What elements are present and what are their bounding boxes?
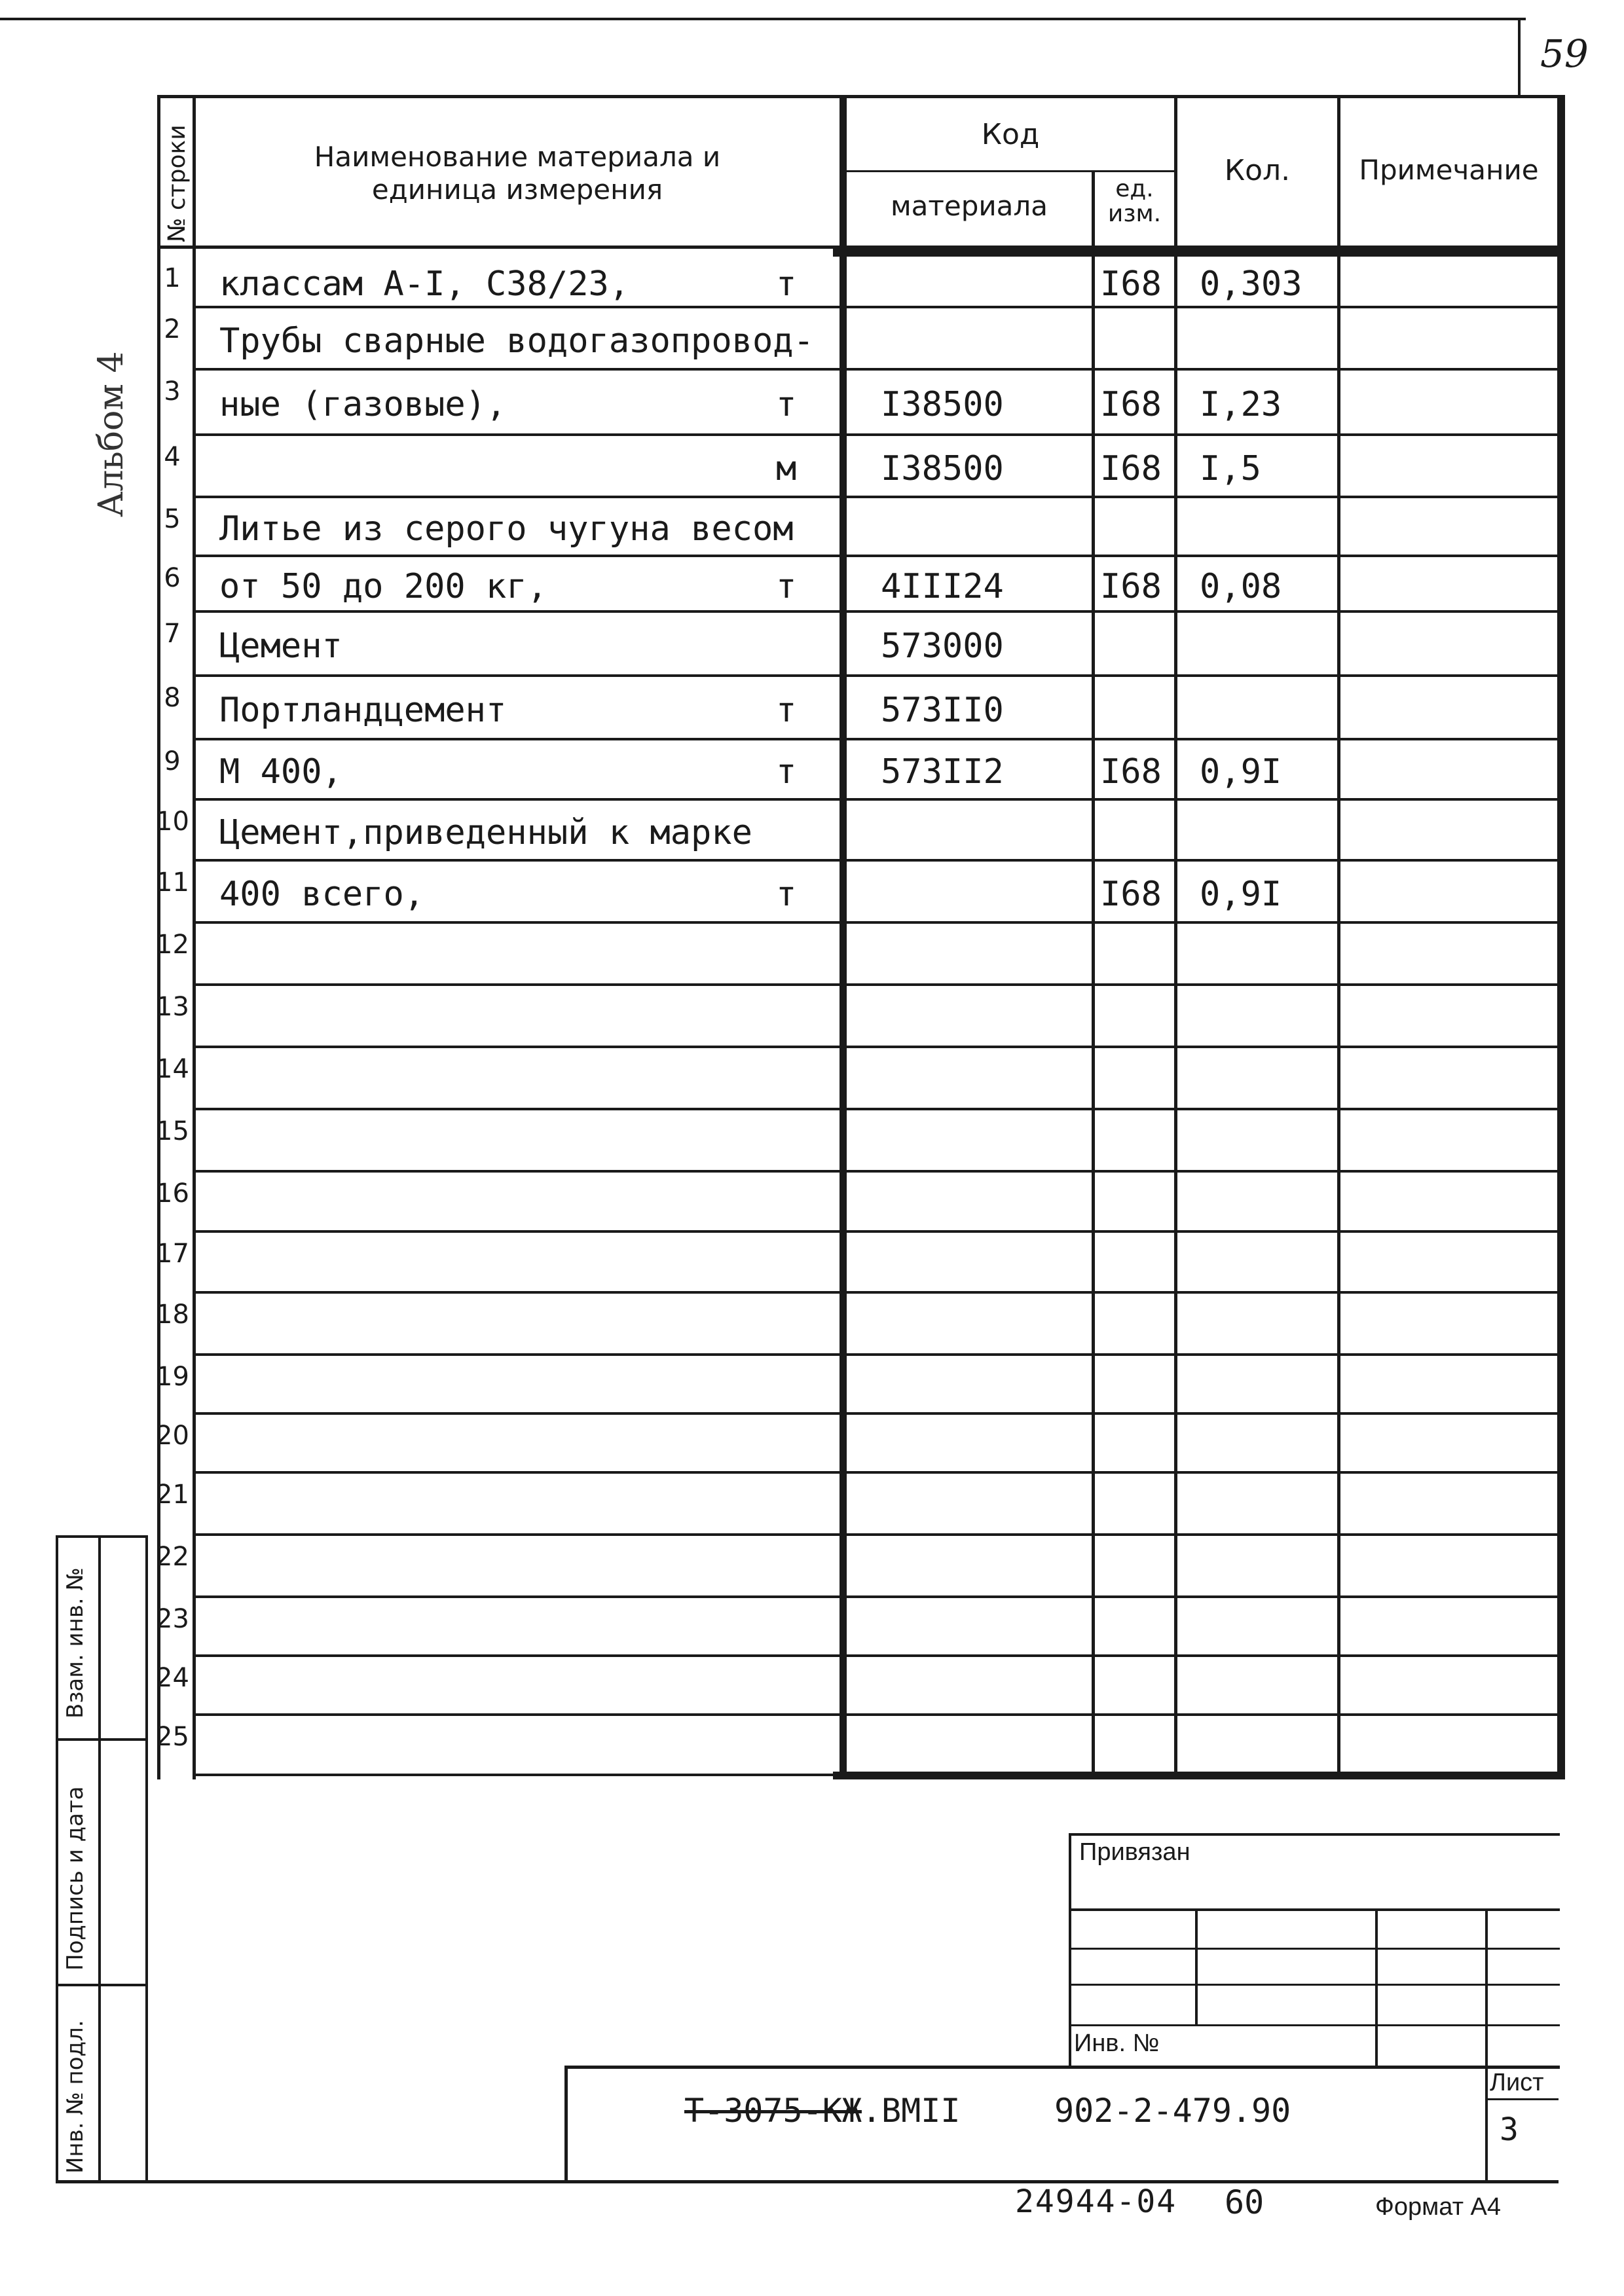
row-quantity: 0,08 <box>1200 566 1282 606</box>
row-unit-letter: т <box>776 385 797 424</box>
row-number: 1 <box>164 263 181 293</box>
album-label: Альбом 4 <box>92 351 131 517</box>
row-line <box>193 921 1561 924</box>
row-material-name: Цемент <box>219 627 342 666</box>
row-number: 10 <box>156 807 189 837</box>
row-number: 22 <box>156 1542 189 1572</box>
footer-format: Формат А4 <box>1375 2193 1502 2221</box>
row-material-code: I38500 <box>881 385 1004 424</box>
tb-inv-no: Инв. № <box>1074 2030 1160 2057</box>
row-number: 6 <box>164 563 181 593</box>
tb-sheet-label: Лист <box>1490 2069 1544 2096</box>
row-line <box>193 1654 1561 1657</box>
header-qty: Кол. <box>1224 154 1291 187</box>
row-unit-code: I68 <box>1100 874 1162 914</box>
row-line <box>193 738 1561 740</box>
row-number: 19 <box>156 1362 189 1392</box>
col-name-divider <box>840 95 847 1779</box>
row-line <box>193 1471 1561 1474</box>
row-material-name: ные (газовые), <box>219 385 507 424</box>
row-unit-letter: т <box>776 566 797 606</box>
col-code-divider <box>1092 170 1095 1779</box>
row-line <box>193 1230 1561 1233</box>
row-material-code: 4III24 <box>881 566 1004 606</box>
row-line <box>193 368 1561 371</box>
row-line <box>193 433 1561 436</box>
row-quantity: 0,9I <box>1200 874 1282 914</box>
row-material-name: Портландцемент <box>219 690 507 730</box>
row-unit-letter: т <box>776 264 797 304</box>
stamp-div-2 <box>56 1984 147 1986</box>
row-material-name: Трубы сварные водогазопровод- <box>219 321 814 361</box>
row-line <box>193 1046 1561 1048</box>
row-number: 2 <box>164 314 181 344</box>
tb-doc-code-rest: .ВМII <box>861 2092 961 2130</box>
row-unit-letter: т <box>776 690 797 730</box>
header-name-line1: Наименование материала и <box>314 141 721 173</box>
tb-sheet-divider <box>1485 2098 1559 2100</box>
page-number: 59 <box>1540 31 1589 76</box>
row-material-code: 573II2 <box>881 752 1004 792</box>
row-line <box>193 1108 1561 1110</box>
row-material-name: классам A-I, C38/23, <box>219 264 630 304</box>
row-line <box>193 983 1561 986</box>
row-line <box>193 306 1561 308</box>
row-line <box>193 1291 1561 1294</box>
col-qty-divider <box>1337 95 1340 1779</box>
stamp-outer-left <box>56 1535 58 2183</box>
row-number: 13 <box>156 992 189 1022</box>
row-number: 5 <box>164 504 181 534</box>
row-number: 7 <box>164 619 181 649</box>
tb-main-left <box>564 2066 568 2183</box>
stamp-vzam: Взам. инв. № <box>62 1567 88 1719</box>
top-rule <box>0 18 1526 20</box>
row-line <box>193 1353 1561 1356</box>
row-number: 4 <box>164 442 181 472</box>
tb-privyazan: Привязан <box>1079 1838 1190 1866</box>
row-unit-code: I68 <box>1100 385 1162 424</box>
row-unit-code: I68 <box>1100 448 1162 488</box>
row-number: 14 <box>156 1054 189 1084</box>
row-line <box>193 1170 1561 1173</box>
header-unit-line2: изм. <box>1107 200 1162 227</box>
row-unit-letter: т <box>776 752 797 792</box>
row-material-code: 573II0 <box>881 690 1004 730</box>
row-material-name: 400 всего, <box>219 874 425 914</box>
tb-left <box>1069 1833 1071 2069</box>
tb-doc-code <box>684 2092 960 2130</box>
header-name <box>216 141 819 207</box>
row-line <box>193 1713 1561 1716</box>
page-bottom-border <box>56 2180 1559 2183</box>
row-unit-letter: т <box>776 874 797 914</box>
tb-col-2 <box>1375 1908 1378 2066</box>
row-number: 15 <box>156 1116 189 1146</box>
row-number: 16 <box>156 1178 189 1209</box>
stamp-div-1 <box>56 1738 147 1741</box>
data-frame-top <box>833 249 1565 257</box>
row-material-code: I38500 <box>881 448 1004 488</box>
row-unit-code: I68 <box>1100 566 1162 606</box>
header-unit <box>1095 177 1174 227</box>
stamp-right <box>145 1535 148 2183</box>
row-line <box>193 859 1561 862</box>
row-line <box>193 610 1561 613</box>
row-line <box>193 555 1561 557</box>
row-number: 23 <box>156 1604 189 1634</box>
row-quantity: 0,9I <box>1200 752 1282 792</box>
row-number: 25 <box>156 1722 189 1752</box>
row-unit-letter: м <box>776 448 797 488</box>
row-number: 12 <box>156 930 189 960</box>
row-quantity: I,5 <box>1200 448 1261 488</box>
row-number: 21 <box>156 1480 189 1510</box>
tb-top <box>1069 1833 1560 1836</box>
stamp-inner <box>98 1535 101 2183</box>
tb-col-3 <box>1485 1908 1488 2183</box>
code-group-divider <box>845 170 1175 172</box>
footer-archive-page: 60 <box>1225 2183 1264 2221</box>
row-line <box>193 1533 1561 1536</box>
header-row-no: № строки <box>164 124 191 242</box>
row-number: 8 <box>164 683 181 713</box>
row-number: 3 <box>164 376 181 407</box>
stamp-podpis: Подпись и дата <box>62 1786 88 1971</box>
row-line <box>193 674 1561 677</box>
row-material-name: от 50 до 200 кг, <box>219 566 547 606</box>
row-quantity: I,23 <box>1200 385 1282 424</box>
col-unit-divider <box>1174 95 1177 1779</box>
row-line <box>193 496 1561 498</box>
row-material-name: Цемент,приведенный к марке <box>219 812 752 852</box>
row-number: 24 <box>156 1663 189 1693</box>
tb-sheet-value: 3 <box>1500 2111 1519 2148</box>
row-material-name: Литье из серого чугуна весом <box>219 509 794 549</box>
top-right-tick <box>1518 18 1521 96</box>
col-rownum-divider <box>193 95 196 1779</box>
row-line <box>193 1595 1561 1598</box>
header-name-line2: единица измерения <box>371 173 663 206</box>
header-code-material: материала <box>890 190 1048 222</box>
row-line <box>193 798 1561 801</box>
tb-col-1 <box>1195 1908 1198 2026</box>
row-unit-code: I68 <box>1100 264 1162 304</box>
row-line <box>193 1774 1561 1776</box>
row-line <box>193 1412 1561 1415</box>
row-number: 11 <box>156 867 189 898</box>
header-unit-line1: ед. <box>1115 175 1154 202</box>
tb-doc-number: 902-2-479.90 <box>1054 2092 1291 2130</box>
row-quantity: 0,303 <box>1200 264 1302 304</box>
header-code: Код <box>981 118 1040 151</box>
row-unit-code: I68 <box>1100 752 1162 792</box>
row-material-name: М 400, <box>219 752 342 792</box>
stamp-inv-podl: Инв. № подл. <box>62 2020 88 2174</box>
row-number: 17 <box>156 1239 189 1269</box>
col-right-border <box>1557 95 1565 1779</box>
header-note: Примечание <box>1359 154 1539 186</box>
row-number: 18 <box>156 1300 189 1330</box>
table-top-border <box>157 95 1562 98</box>
footer-archive-number: 24944-04 <box>1015 2183 1177 2220</box>
row-number: 20 <box>156 1421 189 1451</box>
stamp-top <box>56 1535 147 1538</box>
tb-main-top <box>564 2066 1560 2069</box>
row-number: 9 <box>164 746 181 776</box>
tb-doc-code-struck: Т-3075-КЖ <box>684 2092 862 2130</box>
row-material-code: 573000 <box>881 627 1004 666</box>
